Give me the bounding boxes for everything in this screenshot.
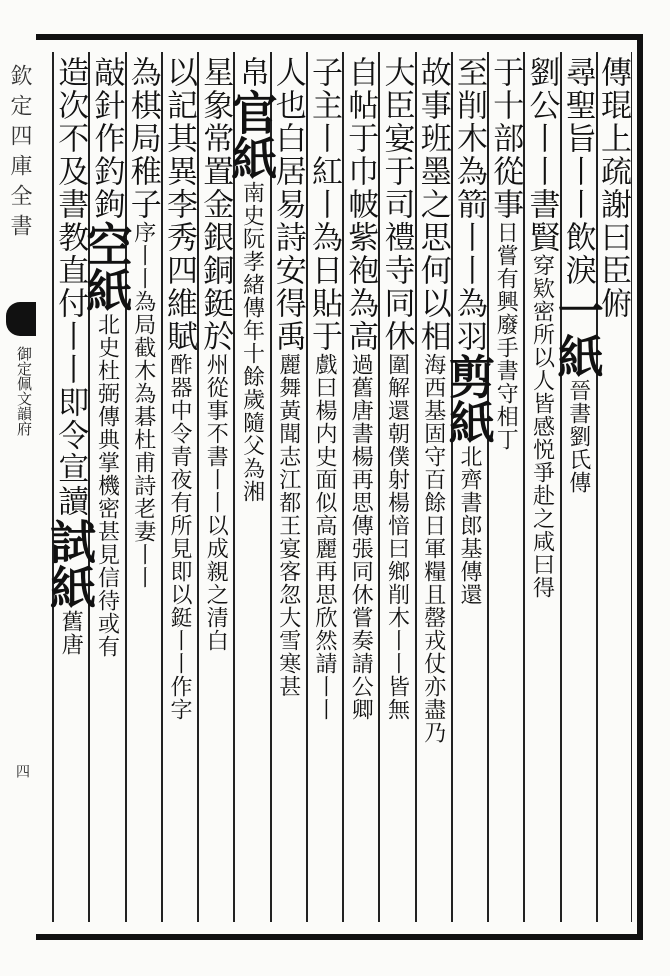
text-column: [596, 52, 632, 922]
annotation-text: 北史杜弼傳典掌機密甚見信待或有: [94, 313, 120, 658]
annotation-text: 日嘗有興廢手書守相丁: [493, 221, 519, 451]
entry-heading: 空紙: [79, 221, 134, 313]
annotation-text: 圍解還朝僕射楊愔曰鄉削木丨丨皆無: [384, 353, 410, 721]
annotation-text: 穿欵密所以人皆感悦爭赴之咸曰得: [529, 254, 555, 599]
entry-heading: 一紙: [550, 287, 605, 379]
body-text: 敲針作釣鉤: [88, 56, 125, 221]
annotation-text: 北齊書郎基傳還: [457, 445, 482, 606]
body-text: 為棋局稚子: [124, 56, 161, 221]
text-column: [550, 52, 605, 922]
text-column: [523, 52, 559, 922]
body-text: 尋聖旨丨丨飲淚: [559, 56, 596, 287]
body-text: 以記其異李秀四維賦: [161, 56, 197, 353]
book-title: 御定佩文韻府: [15, 346, 33, 436]
text-column: [487, 52, 523, 922]
text-column: [306, 52, 342, 922]
annotation-text: 麗舞黃聞志江都王宴客忽大雪寒甚: [275, 353, 301, 698]
fishtail-mark: [6, 302, 36, 336]
page-margin: [0, 34, 36, 940]
text-column: [43, 52, 98, 922]
text-column: [79, 52, 134, 922]
annotation-text: 海西基固守百餘日軍糧且罄戎仗亦盡乃: [420, 353, 446, 744]
text-column: [197, 52, 233, 922]
body-text: 人也白居易詩安得禹: [269, 56, 306, 353]
text-column: [415, 52, 451, 922]
annotation-text: 晉書劉氏傳: [565, 379, 591, 494]
body-text: 至削木為箭丨丨為羽: [451, 56, 487, 353]
text-column: [125, 52, 161, 922]
text-column: [161, 52, 197, 922]
entry-heading: 剪紙: [442, 353, 496, 445]
text-column: [224, 52, 279, 922]
annotation-text: 酢器中令青夜有所見即以鋌丨丨作字: [167, 353, 192, 721]
annotation-text: 序丨丨為局截木為碁杜甫詩老妻丨丨: [130, 221, 156, 589]
body-text: 帛: [233, 56, 270, 89]
annotation-text: 南史阮孝緒傳年十餘歲隨父為湘: [239, 181, 265, 503]
body-text: 故事班墨之思何以相: [414, 56, 451, 353]
body-text: 星象常置金銀銅鋌於: [197, 56, 234, 353]
entry-heading: 試紙: [43, 518, 98, 610]
entry-heading: 官紙: [224, 89, 279, 181]
text-column: [270, 52, 306, 922]
body-text: 傳琨上疏謝曰臣俯: [595, 56, 631, 320]
body-text: 大臣宴于司禮寺同休: [378, 56, 415, 353]
text-block: [43, 52, 632, 922]
body-text: 劉公丨丨書賢: [523, 56, 560, 254]
text-column: [442, 52, 496, 922]
annotation-text: 州從事不書丨丨以成親之清白: [203, 353, 229, 652]
annotation-text: 舊唐: [58, 610, 84, 656]
annotation-text: 戲曰楊内史面似高麗再思欣然請丨丨: [312, 353, 337, 721]
body-text: 子主丨紅丨為日貼于: [306, 56, 342, 353]
collection-title: 欽定四庫全書: [7, 64, 32, 244]
text-column: [342, 52, 378, 922]
body-text: 自帖于巾帔紫袍為高: [342, 56, 379, 353]
text-column: [378, 52, 414, 922]
body-text: 造次不及書教直付丨丨即令宣讀: [52, 56, 89, 518]
body-text: 于十部從事: [487, 56, 524, 221]
annotation-text: 過舊唐書楊再思傳張同休嘗奏請公卿: [348, 353, 374, 721]
page-number: 四: [14, 764, 30, 778]
